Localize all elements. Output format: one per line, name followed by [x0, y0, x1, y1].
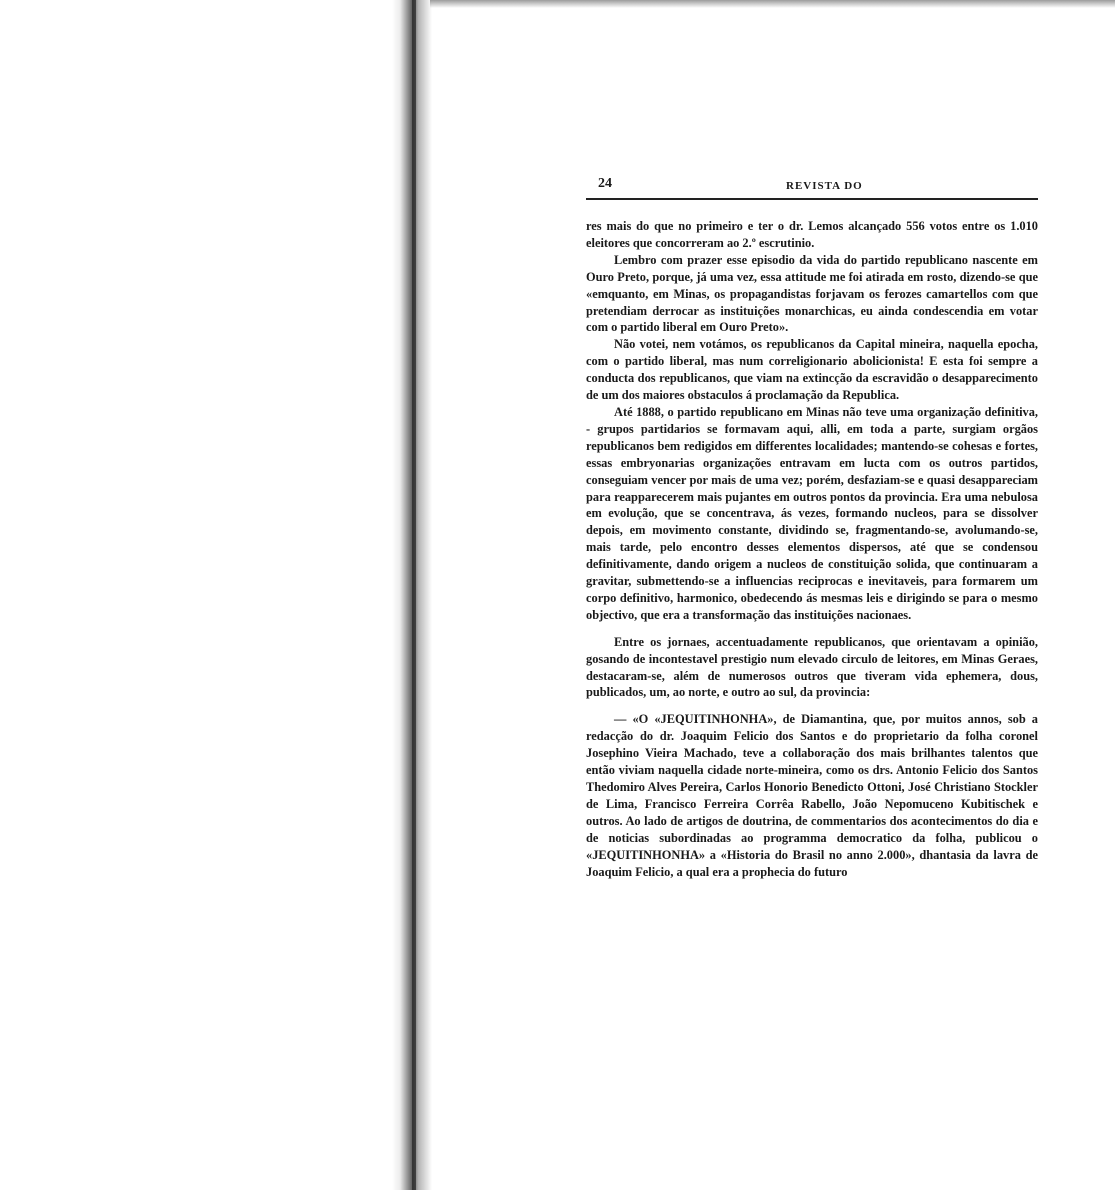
- body-text: [586, 218, 1038, 880]
- paragraph: Até 1888, o partido republicano em Minas não teve uma organização definitiva, - grupos partidarios se formavam aqui, alli, em toda a parte, surgiam orgãos republicanos bem redigidos em differentes localidades; mantendo-se cohesas e fortes, essas embryonarias organizações entravam em lucta com os outros partidos, conseguiam vencer por mais de uma vez; porém, desfaziam-se e quasi desappareciam para reapparecerem mais pujantes em outros pontos da provincia. Era uma nebulosa em evolução, que se concentrava, ás vezes, formando nucleos, para se dissolver depois, em movimento constante, dividindo se, fragmentando-se, avolumando-se, mais tarde, pelo encontro desses elementos dispersos, até que se condensou definitivamente, dando origem a nucleos de constituição solida, que continuaram a gravitar, submettendo-se a influencias reciprocas e inevitaveis, para formarem um corpo definitivo, harmonico, obedecendo ás mesmas leis e dirigindo se para o mesmo objectivo, que era a transformação das instituições nacionaes.: [586, 404, 1038, 622]
- paragraph-continuation: res mais do que no primeiro e ter o dr. Lemos alcançado 556 votos entre os 1.010 eleitores que concorreram ao 2.º escrutinio.: [586, 219, 1038, 250]
- paragraph: — «O «JEQUITINHONHA», de Diamantina, que, por muitos annos, sob a redacção do dr. Joaquim Felicio dos Santos e do proprietario da folha coronel Josephino Vieira Machado, teve a collaboração dos mais brilhantes talentos que então viviam naquella cidade norte-mineira, como os drs. Antonio Felicio dos Santos Thedomiro Alves Pereira, Carlos Honorio Benedicto Ottoni, José Christiano Stockler de Lima, Francisco Ferreira Corrêa Rabello, João Nepomuceno Kubitischek e outros. Ao lado de artigos de doutrina, de commentarios dos acontecimentos do dia e de noticias subordinadas ao programma democratico da folha, publicou o «JEQUITINHONHA» a «Historia do Brasil no anno 2.000», dhantasia da lavra de Joaquim Felicio, a qual era a prophecia do futuro: [586, 712, 1038, 879]
- book-page: [586, 176, 1038, 880]
- page-number: 24: [598, 176, 612, 191]
- page-top-edge: [430, 0, 1115, 8]
- paragraph: Entre os jornaes, accentuadamente republicanos, que orientavam a opinião, gosando de incontestavel prestigio num elevado circulo de leitores, em Minas Geraes, destacaram-se, além de numerosos outros que tiveram vida ephemera, dous, publicados, um, ao norte, e outro ao sul, da provincia:: [586, 634, 1038, 700]
- running-head: REVISTA DO: [786, 180, 863, 192]
- page-header: [586, 176, 1038, 200]
- paragraph: Lembro com prazer esse episodio da vida do partido republicano nascente em Ouro Preto, porque, já uma vez, essa attitude me foi atirada em rosto, dizendo-se que «emquanto, em Minas, os propagandistas forjavam os ferozes camartellos com que pretendiam derrocar as instituições monarchicas, eu ainda condescendia em votar com o partido liberal em Ouro Preto».: [586, 252, 1038, 335]
- book-spine-line: [412, 0, 416, 1190]
- paragraph: Não votei, nem votámos, os republicanos da Capital mineira, naquella epocha, com o partido liberal, mas num correligionario abolicionista! E esta foi sempre a conducta dos republicanos, que viam na extincção da escravidão o desapparecimento de um dos maiores obstaculos á proclamação da Republica.: [586, 337, 1038, 403]
